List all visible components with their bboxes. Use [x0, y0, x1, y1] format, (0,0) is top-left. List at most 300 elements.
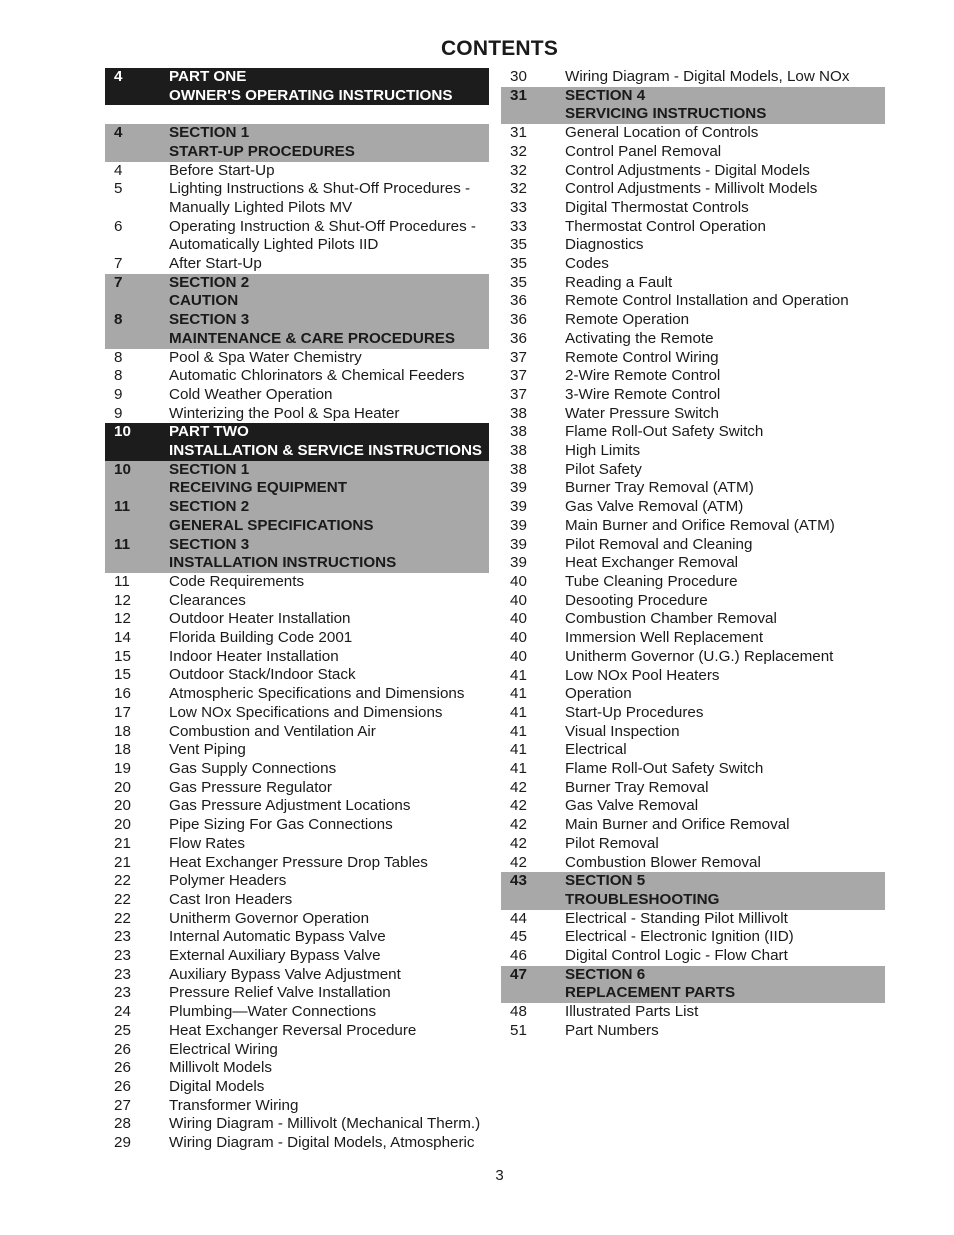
toc-right-column	[501, 68, 885, 1041]
toc-entry	[105, 928, 489, 947]
toc-page-number	[105, 517, 169, 536]
page-number: 3	[495, 1167, 504, 1184]
toc-page-number: 9	[114, 385, 123, 403]
toc-page-number: 23	[114, 965, 131, 983]
toc-page-number: 41	[510, 722, 527, 740]
toc-page-number: 4	[114, 161, 123, 179]
toc-section-heading	[105, 124, 489, 143]
toc-entry	[501, 423, 885, 442]
toc-page-number: 32	[510, 180, 527, 198]
toc-page-number: 7	[114, 273, 123, 291]
toc-page-number: 41	[510, 760, 527, 778]
toc-entry	[501, 648, 885, 667]
toc-page-number: 15	[114, 647, 131, 665]
toc-part-heading	[105, 423, 489, 442]
toc-page-number: 9	[114, 404, 123, 422]
toc-entry-title: Cast Iron Headers	[169, 890, 293, 908]
toc-page-number: 4	[114, 68, 123, 85]
toc-page-number: 42	[510, 816, 527, 834]
toc-page-number: 38	[510, 460, 527, 478]
toc-page-number: 35	[510, 236, 527, 254]
toc-entry-title: REPLACEMENT PARTS	[565, 984, 736, 1002]
toc-entry-title: Lighting Instructions & Shut-Off Procedures - Manually Lighted Pilots MV	[169, 180, 471, 216]
toc-section-heading	[105, 274, 489, 293]
toc-page-number: 17	[114, 703, 131, 721]
toc-entry	[501, 741, 885, 760]
toc-entry	[105, 180, 489, 217]
toc-page-number: 19	[114, 760, 131, 777]
toc-page-number: 20	[114, 816, 131, 834]
toc-entry-title: Main Burner and Orifice Removal	[565, 816, 790, 834]
toc-page-number: 48	[510, 1003, 527, 1021]
toc-page-number: 11	[114, 535, 131, 553]
toc-entry-title: INSTALLATION INSTRUCTIONS	[169, 554, 397, 572]
toc-entry-title: Digital Thermostat Controls	[565, 198, 749, 216]
toc-entry	[501, 442, 885, 461]
toc-page-number: 11	[114, 572, 130, 590]
toc-entry-title: Low NOx Specifications and Dimensions	[169, 703, 443, 721]
toc-entry-title: External Auxiliary Bypass Valve	[169, 947, 381, 965]
toc-page-number: 42	[510, 778, 527, 796]
toc-entry	[501, 292, 885, 311]
toc-entry-title: 3-Wire Remote Control	[565, 385, 721, 403]
toc-entry-title: Start-Up Procedures	[565, 703, 704, 721]
toc-page-number: 30	[510, 68, 527, 85]
toc-page-number: 6	[114, 217, 123, 235]
toc-page-number: 5	[114, 180, 123, 198]
toc-page-number: 20	[114, 778, 131, 796]
toc-page-number: 21	[114, 853, 131, 871]
toc-page-number: 38	[510, 423, 527, 441]
toc-part-heading	[105, 87, 489, 106]
toc-page-number	[501, 891, 565, 910]
toc-page-number: 22	[114, 909, 131, 927]
toc-entry	[501, 255, 885, 274]
toc-entry-title: Gas Valve Removal	[565, 797, 699, 815]
toc-entry-title: Gas Pressure Adjustment Locations	[169, 797, 411, 815]
toc-entry-title: SECTION 5	[565, 872, 646, 890]
toc-section-heading	[105, 479, 489, 498]
toc-entry-title: SECTION 4	[565, 86, 646, 104]
toc-entry-title: TROUBLESHOOTING	[565, 890, 720, 908]
toc-entry	[501, 779, 885, 798]
toc-entry-title: SECTION 2	[169, 498, 250, 516]
toc-section-heading	[501, 105, 885, 124]
toc-entry	[105, 704, 489, 723]
toc-page-number: 39	[510, 535, 527, 553]
toc-page-number: 18	[114, 722, 131, 740]
toc-entry-title: SECTION 3	[169, 311, 250, 329]
toc-section-heading	[501, 891, 885, 910]
toc-entry-title: Pipe Sizing For Gas Connections	[169, 816, 393, 834]
toc-entry	[105, 984, 489, 1003]
toc-entry	[501, 816, 885, 835]
toc-page-number: 12	[114, 591, 131, 609]
toc-page-number: 21	[114, 834, 131, 852]
toc-entry-title: Immersion Well Replacement	[565, 629, 764, 647]
toc-page-number: 31	[510, 124, 527, 142]
toc-entry-title: Flow Rates	[169, 834, 245, 852]
toc-page-number: 15	[114, 666, 131, 684]
toc-entry	[105, 666, 489, 685]
toc-entry-title: General Location of Controls	[565, 124, 759, 142]
toc-entry	[501, 1003, 885, 1022]
toc-section-heading	[105, 330, 489, 349]
toc-entry-title: Millivolt Models	[169, 1059, 272, 1077]
toc-section-heading	[105, 536, 489, 555]
toc-section-heading	[501, 87, 885, 106]
toc-entry-title: Florida Building Code 2001	[169, 629, 353, 647]
toc-section-heading	[501, 966, 885, 985]
toc-entry-title: Wiring Diagram - Digital Models, Atmospheric	[169, 1134, 475, 1152]
toc-entry-title: Plumbing—Water Connections	[169, 1003, 377, 1021]
toc-entry	[105, 797, 489, 816]
toc-page-number: 44	[510, 909, 527, 927]
toc-entry	[501, 573, 885, 592]
toc-page-number: 25	[114, 1021, 131, 1039]
toc-entry-title: Codes	[565, 255, 609, 273]
toc-part-heading	[105, 68, 489, 87]
toc-entry	[105, 592, 489, 611]
toc-entry	[105, 1003, 489, 1022]
toc-entry-title: Wiring Diagram - Millivolt (Mechanical Therm.)	[169, 1115, 481, 1133]
toc-page-number: 8	[114, 367, 123, 385]
toc-entry	[501, 947, 885, 966]
toc-entry-title: Cold Weather Operation	[169, 385, 333, 403]
toc-entry-title: START-UP PROCEDURES	[169, 142, 355, 160]
toc-spacer	[105, 105, 489, 124]
toc-entry	[501, 667, 885, 686]
toc-entry-title: SECTION 6	[565, 965, 646, 983]
toc-page-number: 40	[510, 610, 527, 628]
toc-page-number: 26	[114, 1077, 131, 1095]
toc-entry	[501, 760, 885, 779]
toc-page-number: 33	[510, 198, 527, 216]
toc-entry	[105, 162, 489, 181]
toc-entry-title: Tube Cleaning Procedure	[565, 572, 738, 590]
toc-entry	[105, 1041, 489, 1060]
toc-entry-title: SECTION 1	[169, 460, 250, 478]
toc-entry-title: Auxiliary Bypass Valve Adjustment	[169, 965, 401, 983]
toc-entry	[501, 143, 885, 162]
toc-page-number: 10	[114, 460, 131, 478]
toc-entry-title: Water Pressure Switch	[565, 404, 719, 422]
toc-page-number: 23	[114, 947, 131, 965]
toc-entry-title: Low NOx Pool Heaters	[565, 666, 720, 684]
toc-entry-title: Electrical - Standing Pilot Millivolt	[565, 909, 788, 927]
toc-entry-title: Illustrated Parts List	[565, 1003, 699, 1021]
toc-entry-title: Combustion Chamber Removal	[565, 610, 777, 628]
toc-entry	[501, 910, 885, 929]
toc-entry-title: Pool & Spa Water Chemistry	[169, 348, 362, 366]
toc-page-number: 36	[510, 311, 527, 329]
toc-section-heading	[105, 554, 489, 573]
toc-entry	[105, 255, 489, 274]
toc-page-number: 29	[114, 1134, 131, 1152]
toc-entry-title: INSTALLATION & SERVICE INSTRUCTIONS	[169, 442, 483, 460]
toc-page-number: 18	[114, 741, 131, 759]
toc-entry	[501, 68, 885, 87]
toc-entry	[105, 816, 489, 835]
toc-entry-title: Remote Control Wiring	[565, 348, 719, 366]
toc-entry-title: Main Burner and Orifice Removal (ATM)	[565, 516, 835, 534]
toc-page-number	[105, 143, 169, 162]
toc-section-heading	[105, 461, 489, 480]
toc-page-number: 35	[510, 273, 527, 291]
toc-page-number: 8	[114, 348, 123, 366]
toc-page-number: 11	[114, 498, 131, 516]
toc-entry	[501, 386, 885, 405]
toc-entry	[105, 218, 489, 255]
toc-entry	[501, 928, 885, 947]
toc-entry-title: After Start-Up	[169, 255, 262, 273]
toc-entry	[105, 648, 489, 667]
toc-entry-title: Polymer Headers	[169, 872, 287, 890]
toc-entry-title: Wiring Diagram - Digital Models, Low NOx	[565, 68, 850, 85]
toc-entry-title: RECEIVING EQUIPMENT	[169, 479, 348, 497]
toc-entry	[501, 610, 885, 629]
toc-entry-title: Pilot Removal and Cleaning	[565, 535, 753, 553]
toc-page-number: 31	[510, 86, 527, 104]
toc-page-number: 36	[510, 292, 527, 310]
toc-entry	[105, 779, 489, 798]
toc-entry	[105, 741, 489, 760]
toc-entry-title: 2-Wire Remote Control	[565, 367, 721, 385]
toc-entry-title: Desooting Procedure	[565, 591, 708, 609]
toc-entry	[105, 1134, 489, 1153]
toc-entry	[501, 1022, 885, 1041]
toc-entry-title: Digital Control Logic - Flow Chart	[565, 947, 788, 965]
toc-entry	[105, 872, 489, 891]
toc-entry-title: Reading a Fault	[565, 273, 673, 291]
toc-section-heading	[105, 517, 489, 536]
toc-entry	[501, 274, 885, 293]
toc-entry-title: Gas Supply Connections	[169, 760, 337, 777]
toc-page-number: 40	[510, 591, 527, 609]
toc-entry-title: Activating the Remote	[565, 329, 714, 347]
toc-entry	[501, 536, 885, 555]
toc-section-heading	[501, 872, 885, 891]
toc-entry	[105, 835, 489, 854]
toc-entry	[105, 1078, 489, 1097]
toc-entry-title: Diagnostics	[565, 236, 644, 254]
toc-entry-title: Indoor Heater Installation	[169, 647, 339, 665]
toc-entry-title: Vent Piping	[169, 741, 246, 759]
toc-entry	[501, 311, 885, 330]
toc-entry	[501, 854, 885, 873]
toc-entry-title: Control Adjustments - Digital Models	[565, 161, 810, 179]
toc-page-number: 22	[114, 872, 131, 890]
toc-entry-title: Before Start-Up	[169, 161, 275, 179]
toc-entry-title: Burner Tray Removal (ATM)	[565, 479, 754, 497]
toc-entry-title: Burner Tray Removal	[565, 778, 709, 796]
toc-entry-title: Gas Pressure Regulator	[169, 778, 332, 796]
toc-page-number	[105, 442, 169, 461]
toc-entry-title: Pilot Removal	[565, 834, 659, 852]
toc-page-number: 39	[510, 479, 527, 497]
toc-page-number: 39	[510, 516, 527, 534]
toc-page-number: 41	[510, 741, 527, 759]
toc-entry	[105, 386, 489, 405]
toc-entry-title: PART TWO	[169, 423, 249, 441]
toc-entry-title: Flame Roll-Out Safety Switch	[565, 423, 764, 441]
toc-page-number	[501, 984, 565, 1003]
toc-entry	[105, 1097, 489, 1116]
toc-entry-title: OWNER'S OPERATING INSTRUCTIONS	[169, 86, 453, 104]
toc-page-number: 23	[114, 984, 131, 1002]
toc-page-number	[105, 87, 169, 106]
toc-entry	[105, 1059, 489, 1078]
toc-page-number	[105, 479, 169, 498]
toc-page-number: 28	[114, 1115, 131, 1133]
toc-entry	[105, 854, 489, 873]
toc-entry	[501, 479, 885, 498]
toc-page-number: 26	[114, 1040, 131, 1058]
toc-entry-title: Heat Exchanger Reversal Procedure	[169, 1021, 417, 1039]
toc-entry	[501, 405, 885, 424]
toc-entry-title: Outdoor Heater Installation	[169, 610, 351, 628]
toc-entry-title: Control Panel Removal	[565, 142, 722, 160]
toc-entry	[105, 405, 489, 424]
toc-section-heading	[105, 311, 489, 330]
toc-entry	[501, 199, 885, 218]
toc-entry	[501, 704, 885, 723]
toc-entry-title: SERVICING INSTRUCTIONS	[565, 105, 767, 123]
toc-page-number: 42	[510, 797, 527, 815]
toc-entry-title: Digital Models	[169, 1077, 265, 1095]
toc-entry-title: SECTION 2	[169, 273, 250, 291]
toc-entry-title: Electrical	[565, 741, 627, 759]
toc-page-number: 23	[114, 928, 131, 946]
toc-page-number	[105, 292, 169, 311]
toc-page-number: 20	[114, 797, 131, 815]
toc-entry	[501, 517, 885, 536]
toc-page-number: 40	[510, 572, 527, 590]
toc-entry	[501, 367, 885, 386]
toc-page-number: 45	[510, 928, 527, 946]
toc-entry-title: Gas Valve Removal (ATM)	[565, 498, 744, 516]
toc-page-number: 37	[510, 367, 527, 385]
toc-entry	[105, 760, 489, 779]
toc-page-number: 14	[114, 629, 131, 647]
toc-entry-title: Winterizing the Pool & Spa Heater	[169, 404, 400, 422]
toc-section-heading	[501, 984, 885, 1003]
toc-entry	[501, 797, 885, 816]
toc-section-heading	[105, 292, 489, 311]
toc-page-number: 39	[510, 554, 527, 572]
toc-entry-title: Code Requirements	[169, 572, 305, 590]
toc-page-number: 47	[510, 965, 527, 983]
toc-entry	[105, 891, 489, 910]
toc-entry-title: CAUTION	[169, 292, 239, 310]
toc-entry	[105, 1022, 489, 1041]
toc-entry	[501, 236, 885, 255]
toc-entry-title: Combustion and Ventilation Air	[169, 722, 376, 740]
toc-entry-title: Operating Instruction & Shut-Off Procedures - Automatically Lighted Pilots IID	[169, 217, 476, 254]
toc-entry-title: MAINTENANCE & CARE PROCEDURES	[169, 329, 456, 347]
toc-entry	[501, 330, 885, 349]
toc-page-number: 41	[510, 703, 527, 721]
toc-entry-title: Visual Inspection	[565, 722, 680, 740]
toc-entry	[501, 554, 885, 573]
toc-page-number: 35	[510, 255, 527, 273]
toc-entry-title: Heat Exchanger Removal	[565, 554, 739, 572]
toc-page-number: 7	[114, 255, 123, 273]
toc-entry-title: Automatic Chlorinators & Chemical Feeders	[169, 367, 465, 385]
toc-entry-title: PART ONE	[169, 68, 247, 85]
toc-entry-title: Operation	[565, 685, 632, 703]
toc-entry	[501, 835, 885, 854]
toc-page-number: 37	[510, 348, 527, 366]
toc-left-column	[105, 68, 489, 1153]
toc-entry	[105, 947, 489, 966]
toc-page-number: 26	[114, 1059, 131, 1077]
toc-page-number: 41	[510, 685, 527, 703]
toc-entry	[501, 218, 885, 237]
toc-page-number: 8	[114, 311, 123, 329]
toc-entry-title: Electrical Wiring	[169, 1040, 278, 1058]
toc-entry	[105, 629, 489, 648]
toc-page-number: 10	[114, 423, 131, 441]
toc-page-number: 51	[510, 1021, 527, 1039]
page-title: CONTENTS	[440, 37, 559, 60]
toc-entry	[501, 723, 885, 742]
toc-entry-title: Combustion Blower Removal	[565, 853, 761, 871]
toc-page-number: 40	[510, 647, 527, 665]
toc-entry	[105, 610, 489, 629]
toc-page-number: 27	[114, 1096, 131, 1114]
toc-page-number: 32	[510, 142, 527, 160]
toc-entry-title: GENERAL SPECIFICATIONS	[169, 516, 374, 534]
toc-page-number: 12	[114, 610, 131, 628]
toc-page-number	[105, 554, 169, 573]
toc-page-number	[501, 105, 565, 124]
toc-entry	[105, 1115, 489, 1134]
toc-entry-title: Control Adjustments - Millivolt Models	[565, 180, 818, 198]
toc-entry-title: Remote Operation	[565, 311, 690, 329]
toc-entry-title: Pilot Safety	[565, 460, 642, 478]
toc-page-number: 22	[114, 890, 131, 908]
toc-page-number: 38	[510, 442, 527, 460]
toc-entry-title: Remote Control Installation and Operation	[565, 292, 849, 310]
toc-entry-title: Flame Roll-Out Safety Switch	[565, 760, 764, 778]
toc-entry	[105, 573, 489, 592]
toc-section-heading	[105, 498, 489, 517]
toc-page-number: 4	[114, 124, 123, 142]
toc-entry	[501, 162, 885, 181]
toc-entry	[501, 461, 885, 480]
toc-page-number: 39	[510, 498, 527, 516]
toc-section-heading	[105, 143, 489, 162]
toc-entry	[501, 349, 885, 368]
toc-entry-title: High Limits	[565, 442, 641, 460]
toc-page-number: 16	[114, 685, 131, 703]
toc-entry	[105, 349, 489, 368]
toc-entry	[501, 685, 885, 704]
toc-entry-title: SECTION 1	[169, 124, 250, 142]
toc-entry	[105, 966, 489, 985]
toc-page-number: 24	[114, 1003, 131, 1021]
toc-entry-title: Clearances	[169, 591, 246, 609]
toc-entry-title: Thermostat Control Operation	[565, 217, 766, 235]
toc-entry	[105, 910, 489, 929]
toc-entry-title: Pressure Relief Valve Installation	[169, 984, 391, 1002]
toc-part-heading	[105, 442, 489, 461]
toc-page-number: 32	[510, 161, 527, 179]
toc-entry	[105, 723, 489, 742]
toc-entry-title: Unitherm Governor Operation	[169, 909, 370, 927]
toc-page-number: 42	[510, 834, 527, 852]
